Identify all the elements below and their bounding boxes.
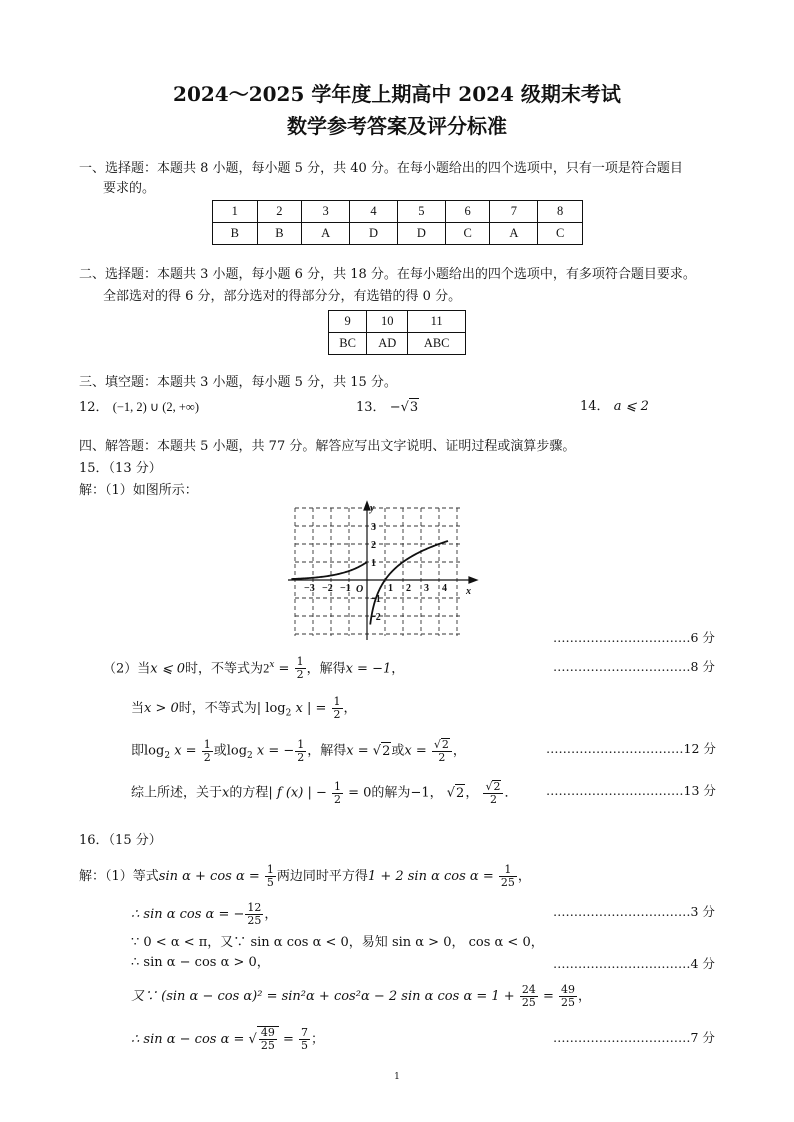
radicand: 2 [441, 738, 449, 751]
table-cell: D [350, 223, 398, 245]
numerator: 1 [266, 863, 274, 876]
math: −1， [410, 785, 443, 801]
text: ， [391, 661, 405, 677]
text: 两边同时平方得 [276, 869, 368, 884]
table-row [213, 223, 583, 245]
denominator: 5 [266, 876, 274, 889]
math: x = [346, 743, 373, 759]
q15-score-1: ……………………………6 分 [553, 630, 715, 645]
denominator: 2 [203, 750, 211, 764]
text: ， [264, 907, 278, 922]
fraction [299, 1027, 310, 1052]
q12-value: (−1, 2) ∪ (2, +∞) [112, 400, 199, 414]
text: 或 [213, 743, 227, 759]
q13-number: 13． [356, 400, 386, 415]
denominator: 25 [260, 1039, 275, 1052]
denominator: 2 [438, 751, 446, 764]
fraction [499, 864, 517, 889]
text: 的方程 [229, 785, 269, 801]
numerator: 49 [260, 1026, 275, 1039]
text: ， [465, 785, 479, 801]
y-tick-label: 2 [371, 540, 376, 551]
numerator: 1 [333, 695, 341, 708]
section-3-heading: 三、填空题：本题共 3 小题，每小题 5 分，共 15 分。 [79, 375, 397, 390]
q12-number: 12． [79, 400, 109, 415]
denominator: 25 [500, 876, 515, 889]
table-cell: 3 [302, 201, 350, 223]
q15-part2-line1 [103, 656, 404, 681]
math: 2 [164, 751, 171, 762]
radicand: 2 [456, 785, 465, 801]
fraction-root2-over-2 [483, 780, 503, 806]
text: ，解得 [306, 661, 346, 677]
table-cell: A [490, 223, 538, 245]
fraction [265, 864, 276, 889]
math: x > 0 [144, 701, 179, 716]
table-cell: D [397, 223, 445, 245]
q15-part2-line4: 综上所述，关于x的方程| f (x) | − $\frac{1}{2}$ = 0的解为−1， √2， $\frac{√2}{2}$ ． [131, 779, 518, 806]
math: x | = [291, 701, 331, 716]
text: 的解为 [371, 785, 411, 801]
math: 2 [285, 708, 292, 719]
text: ； [311, 1032, 325, 1047]
q16-line4: ∴ sin α − cos α > 0， [131, 955, 270, 970]
q16-line1 [79, 864, 531, 889]
math: 又∵ (sin α − cos α)² = sin²α + cos²α − 2 sin α cos α = 1 + [131, 989, 519, 1004]
section-1-answer-table [212, 200, 583, 245]
x-tick-label: 4 [442, 583, 447, 594]
numerator: 1 [297, 737, 305, 751]
numerator: 7 [301, 1026, 308, 1039]
fraction [259, 1027, 277, 1052]
radicand: 2 [493, 780, 501, 793]
x-tick-label: 3 [424, 583, 429, 594]
math: x [222, 785, 230, 801]
radical [257, 1026, 279, 1052]
text: 综上所述，关于 [131, 785, 223, 801]
x-tick-label: 1 [388, 583, 393, 594]
q15-score-2: ……………………………8 分 [553, 659, 715, 674]
math: log [226, 743, 248, 759]
math: = [274, 661, 294, 677]
math: = [278, 1032, 298, 1047]
q16-number: 16．（15 分） [79, 833, 162, 848]
section-4-heading: 四、解答题：本题共 5 小题，共 77 分。解答应写出文字说明、证明过程或演算步骤。 [79, 439, 576, 454]
math: 2 [247, 751, 253, 762]
q16-line2 [131, 902, 277, 927]
text: ， [343, 701, 357, 716]
table-cell: C [538, 223, 583, 245]
math: log [144, 743, 165, 759]
table-cell: BC [329, 333, 367, 355]
table-cell: B [257, 223, 302, 245]
fraction [520, 984, 538, 1009]
math: x = [404, 743, 431, 759]
table-cell: 9 [329, 311, 367, 333]
q15-part1: 解：（1）如图所示： [79, 483, 198, 498]
y-tick-label: 1 [371, 558, 376, 569]
text: ． [504, 785, 518, 801]
math: x ⩽ 0 [150, 661, 186, 677]
numerator: √2 [483, 780, 503, 794]
numerator: 12 [247, 901, 262, 914]
q13-answer: 13． −√3 [356, 400, 419, 415]
table-cell: 7 [490, 201, 538, 223]
y-tick-label: −2 [370, 612, 381, 623]
table-cell: 10 [367, 311, 408, 333]
numerator: 49 [560, 983, 575, 996]
q15-score-4: ……………………………12 分 [546, 741, 716, 756]
denominator: 25 [247, 914, 262, 927]
text: （2）当 [103, 661, 151, 677]
q16-score-2: ……………………………3 分 [553, 904, 715, 919]
table-cell: ABC [408, 333, 466, 355]
x-axis-arrow [469, 577, 477, 583]
section-1-heading: 一、选择题：本题共 8 小题，每小题 5 分，共 40 分。在每小题给出的四个选项中，只有一项是符合题目 [79, 161, 683, 176]
text: 当 [131, 701, 145, 716]
title-line-2: 数学参考答案及评分标准 [287, 114, 507, 138]
q15-score-5: ……………………………13 分 [546, 783, 716, 798]
text: 时，不等式为 [185, 661, 264, 677]
table-cell: 4 [350, 201, 398, 223]
y-axis-label: y [370, 503, 375, 514]
math: ∴ sin α cos α = − [131, 907, 245, 922]
denominator: 2 [333, 708, 341, 721]
x-tick-label: −1 [340, 583, 351, 594]
fraction [559, 984, 577, 1009]
table-cell: 6 [445, 201, 490, 223]
math: x [269, 660, 275, 670]
math: x = − [252, 743, 295, 759]
math: x = −1 [345, 661, 392, 677]
y-tick-label: 3 [371, 522, 376, 533]
origin-label: O [356, 584, 364, 595]
fraction [245, 902, 263, 927]
denominator: 2 [296, 668, 304, 682]
curve-exponential [291, 562, 367, 579]
q14-answer [580, 398, 649, 416]
math: = [538, 989, 558, 1004]
denominator: 25 [560, 996, 575, 1009]
table-cell: A [302, 223, 350, 245]
q16-score-6: ……………………………7 分 [553, 1030, 715, 1045]
denominator: 25 [521, 996, 536, 1009]
math: | f (x) | − [268, 785, 331, 801]
table-cell: 8 [538, 201, 583, 223]
q15-number: 15．（13 分） [79, 461, 162, 476]
numerator: √2 [432, 738, 452, 752]
q13-sign: − [389, 400, 401, 415]
math: = 0 [343, 785, 372, 801]
q14-number: 14． [580, 399, 610, 414]
fraction-half [332, 781, 343, 806]
numerator: 24 [521, 983, 536, 996]
table-cell: 2 [257, 201, 302, 223]
section-2-answer-table [328, 310, 466, 355]
table-row [213, 201, 583, 223]
q14-value: a ⩽ 2 [613, 399, 649, 414]
denominator: 2 [489, 793, 497, 806]
text: ， [517, 869, 531, 884]
table-cell: 1 [213, 201, 258, 223]
denominator: 2 [333, 792, 341, 806]
text: ，解得 [307, 743, 347, 759]
text: 或 [391, 743, 405, 759]
x-tick-label: −2 [322, 583, 333, 594]
numerator: 1 [203, 737, 211, 751]
fraction-half [332, 696, 343, 721]
fraction-half [295, 656, 306, 681]
table-cell: AD [367, 333, 408, 355]
denominator: 5 [301, 1039, 308, 1052]
fraction-half [202, 739, 213, 764]
math: sin α + cos α = [158, 869, 264, 884]
math: 1 + 2 sin α cos α = [367, 869, 498, 884]
y-tick-label: −1 [370, 594, 381, 605]
q12-answer [79, 398, 199, 417]
math: x = [170, 743, 201, 759]
fraction-half [295, 739, 306, 764]
math: ∴ sin α − cos α = [131, 1032, 249, 1047]
text: 即 [131, 743, 145, 759]
text: ， [452, 743, 466, 759]
numerator: 1 [499, 864, 517, 877]
fraction-root2-over-2 [432, 738, 452, 764]
table-cell: 5 [397, 201, 445, 223]
section-2-heading-cont: 全部选对的得 6 分，部分选对的得部分分，有选错的得 0 分。 [103, 289, 462, 304]
x-tick-label: 2 [406, 583, 411, 594]
denominator: 2 [297, 750, 305, 764]
q16-line5 [131, 984, 591, 1009]
text: 解：（1）等式 [79, 869, 159, 884]
graph-axes [288, 502, 477, 640]
table-cell: 11 [408, 311, 466, 333]
function-graph [284, 500, 484, 642]
q15-part2-line2 [131, 696, 357, 723]
math: | log [256, 701, 286, 716]
table-row [329, 311, 466, 333]
section-1-heading-cont: 要求的。 [103, 181, 156, 196]
q16-line3: ∵ 0 < α < π，又∵ sin α cos α < 0，易知 sin α > 0， cos α < 0， [131, 935, 544, 950]
x-tick-label: −3 [304, 583, 315, 594]
table-row [329, 333, 466, 355]
text: ， [577, 989, 591, 1004]
q13-radicand: 3 [409, 400, 419, 415]
math: 2 [263, 661, 270, 676]
x-axis-label: x [466, 586, 471, 597]
table-cell: B [213, 223, 258, 245]
table-cell: C [445, 223, 490, 245]
page-number: 1 [394, 1072, 400, 1082]
title-line-1: 2024～2025 学年度上期高中 2024 级期末考试 [173, 82, 621, 106]
numerator: 1 [296, 655, 304, 669]
numerator: 1 [333, 779, 341, 793]
q16-score-4: ……………………………4 分 [553, 956, 715, 971]
q15-part2-line3: 即$\log_2 x$ = $\frac{1}{2}$ 或$\log_2 x$ = − $\frac{1}{2}$ ，解得x = √2或x = $\frac{√2}{2}$ ， [131, 737, 466, 764]
text: 时，不等式为 [178, 701, 257, 716]
q16-line6: ∴ sin α − cos α = √ $\frac{49}{25}$ = $\frac{7}{5}$ ； [131, 1026, 325, 1052]
radicand: 2 [382, 743, 391, 759]
section-2-heading: 二、选择题：本题共 3 小题，每小题 6 分，共 18 分。在每小题给出的四个选项中，有多项符合题目要求。 [79, 267, 696, 282]
